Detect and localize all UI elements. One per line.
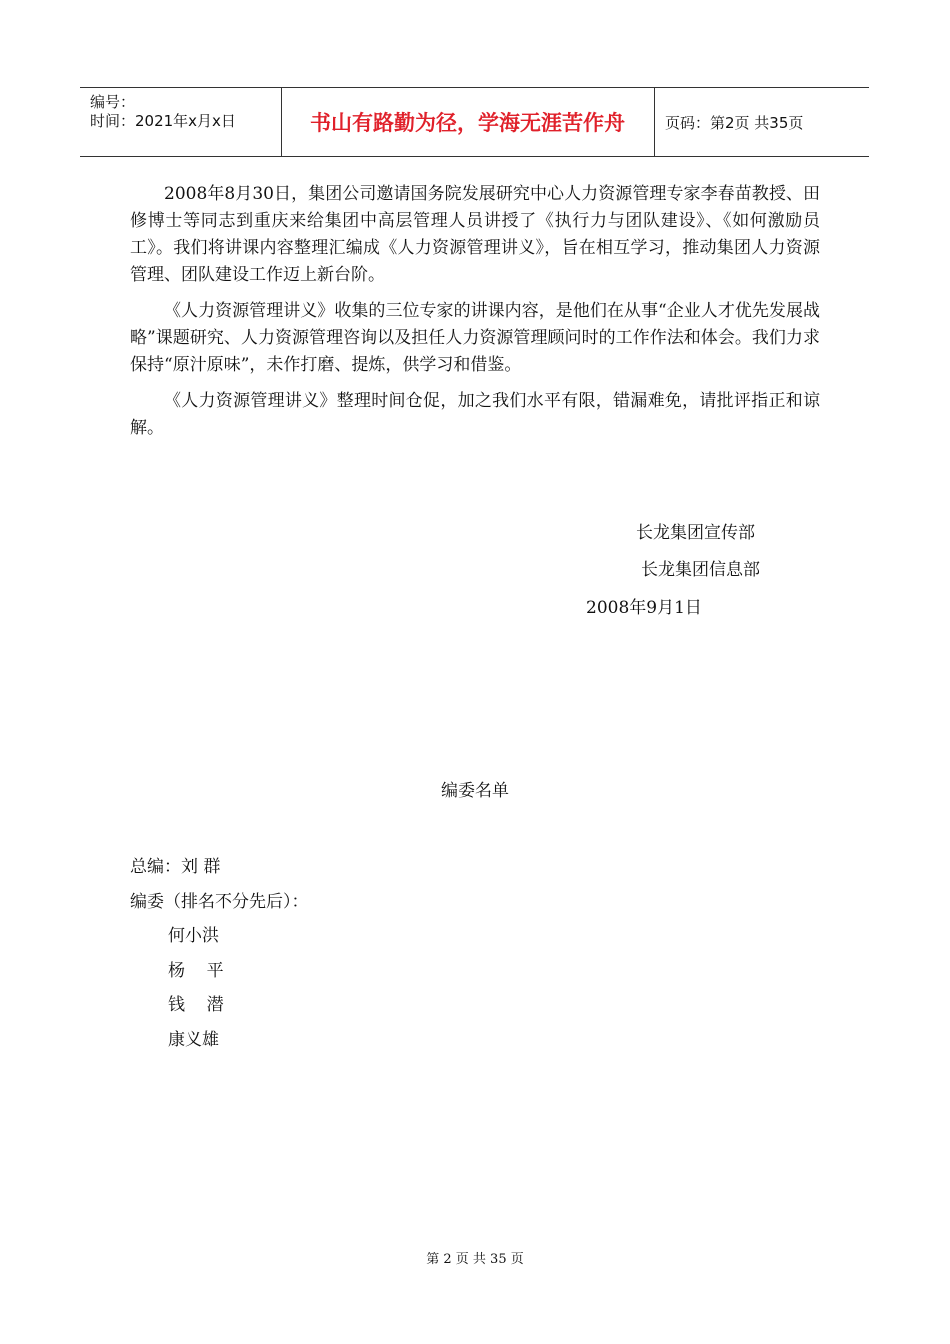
document-number-label: 编号：	[90, 93, 136, 111]
document-time-label: 时间：2021年x月x日	[90, 112, 236, 130]
header-page-info: 页码：第2页 共35页	[665, 113, 804, 132]
committee-members-label: 编委（排名不分先后）：	[130, 892, 309, 912]
preface-body	[130, 181, 820, 451]
committee-member: 钱 潜	[168, 995, 224, 1015]
page-header	[80, 87, 869, 157]
signature-dept-publicity: 长龙集团宣传部	[636, 523, 755, 543]
header-motto: 书山有路勤为径，学海无涯苦作舟	[281, 88, 655, 156]
committee-title: 编委名单	[441, 781, 509, 801]
preface-paragraph: 2008年8月30日，集团公司邀请国务院发展研究中心人力资源管理专家李春苗教授、田修博士等同志到重庆来给集团中高层管理人员讲授了《执行力与团队建设》、《如何激励员工》。我们将讲课内容整理汇编成《人力资源管理讲义》，旨在相互学习，推动集团人力资源管理、团队建设工作迈上新台阶。	[130, 184, 820, 285]
committee-member: 康义雄	[168, 1030, 219, 1050]
signature-date: 2008年9月1日	[586, 598, 702, 618]
committee-member: 何小洪	[168, 926, 219, 946]
preface-paragraph: 《人力资源管理讲义》整理时间仓促，加之我们水平有限，错漏难免，请批评指正和谅解。	[130, 391, 820, 438]
header-meta-cell	[80, 88, 282, 156]
signature-dept-information: 长龙集团信息部	[641, 560, 760, 580]
chief-editor: 总编：刘 群	[130, 857, 221, 877]
page-footer: 第 2 页 共 35 页	[426, 1252, 524, 1267]
preface-paragraph: 《人力资源管理讲义》收集的三位专家的讲课内容，是他们在从事“企业人才优先发展战略”课题研究、人力资源管理咨询以及担任人力资源管理顾问时的工作作法和体会。我们力求保持“原汁原味”，未作打磨、提炼，供学习和借鉴。	[130, 301, 820, 375]
committee-member: 杨 平	[168, 961, 224, 981]
